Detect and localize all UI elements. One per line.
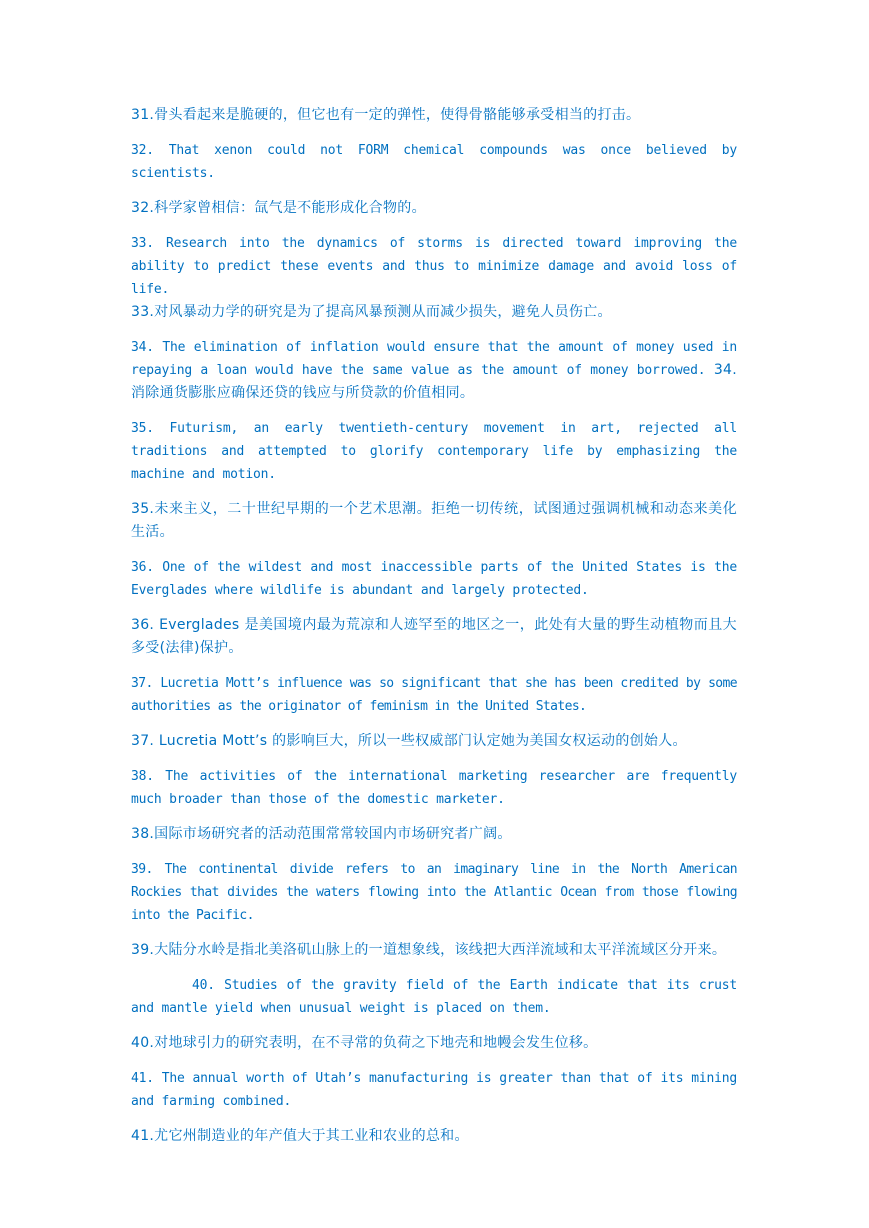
sentence-34-english: 34. The elimination of inflation would ensure that the amount of money used in repaying a loan would have the same value as the amount of money borrowed. xyxy=(131,340,737,378)
sentence-33-english: 33. Research into the dynamics of storms is directed toward improving the ability to predict these events and thus to minimize damage and avoid loss of life. xyxy=(131,236,737,297)
sentence-32-english: 32. That xenon could not FORM chemical compounds was once believed by scientists. xyxy=(131,143,737,181)
sentence-36-chinese: 36. Everglades 是美国境内最为荒凉和人迹罕至的地区之一，此处有大量的野生动植物而且大多受(法律)保护。 xyxy=(131,617,737,656)
document-body xyxy=(131,104,737,1160)
sentence-40-chinese: 40.对地球引力的研究表明，在不寻常的负荷之下地壳和地幔会发生位移。 xyxy=(131,1035,598,1051)
sentence-38-chinese: 38.国际市场研究者的活动范围常常较国内市场研究者广阔。 xyxy=(131,826,512,842)
sentence-40-english: 40. Studies of the gravity field of the Earth indicate that its crust and mantle yield when unusual weight is placed on them. xyxy=(131,978,737,1016)
sentence-31-chinese: 31.骨头看起来是脆硬的，但它也有一定的弹性，使得骨骼能够承受相当的打击。 xyxy=(131,107,641,123)
sentence-34-chinese: 34. 消除通货膨胀应确保还贷的钱应与所贷款的价值相同。 xyxy=(131,362,737,401)
sentence-33-block xyxy=(131,232,737,324)
sentence-36-english: 36. One of the wildest and most inaccessible parts of the United States is the Everglades where wildlife is abundant and largely protected. xyxy=(131,560,737,598)
sentence-33-chinese: 33.对风暴动力学的研究是为了提高风暴预测从而减少损失，避免人员伤亡。 xyxy=(131,304,612,320)
sentence-39-chinese: 39.大陆分水岭是指北美洛矶山脉上的一道想象线，该线把大西洋流域和太平洋流域区分开来。 xyxy=(131,942,727,958)
sentence-35-chinese: 35.未来主义，二十世纪早期的一个艺术思潮。拒绝一切传统，试图通过强调机械和动态来美化生活。 xyxy=(131,501,737,540)
sentence-39-english: 39. The continental divide refers to an imaginary line in the North American Rockies that divides the waters flowing into the Atlantic Ocean from those flowing into the Pacific. xyxy=(131,862,737,923)
sentence-41-english: 41. The annual worth of Utah’s manufacturing is greater than that of its mining and farming combined. xyxy=(131,1071,737,1109)
sentence-32-chinese: 32.科学家曾相信：氙气是不能形成化合物的。 xyxy=(131,200,426,216)
sentence-38-english: 38. The activities of the international marketing researcher are frequently much broader than those of the domestic marketer. xyxy=(131,769,737,807)
sentence-37-chinese: 37. Lucretia Mott’s 的影响巨大，所以一些权威部门认定她为美国女权运动的创始人。 xyxy=(131,733,687,749)
sentence-35-english: 35. Futurism, an early twentieth-century movement in art, rejected all traditions and attempted to glorify contemporary life by emphasizing the machine and motion. xyxy=(131,421,737,482)
sentence-41-chinese: 41.尤它州制造业的年产值大于其工业和农业的总和。 xyxy=(131,1128,469,1144)
sentence-37-english: 37. Lucretia Mott’s influence was so significant that she has been credited by some authorities as the originator of feminism in the United States. xyxy=(131,676,737,714)
sentence-34-block xyxy=(131,336,737,405)
